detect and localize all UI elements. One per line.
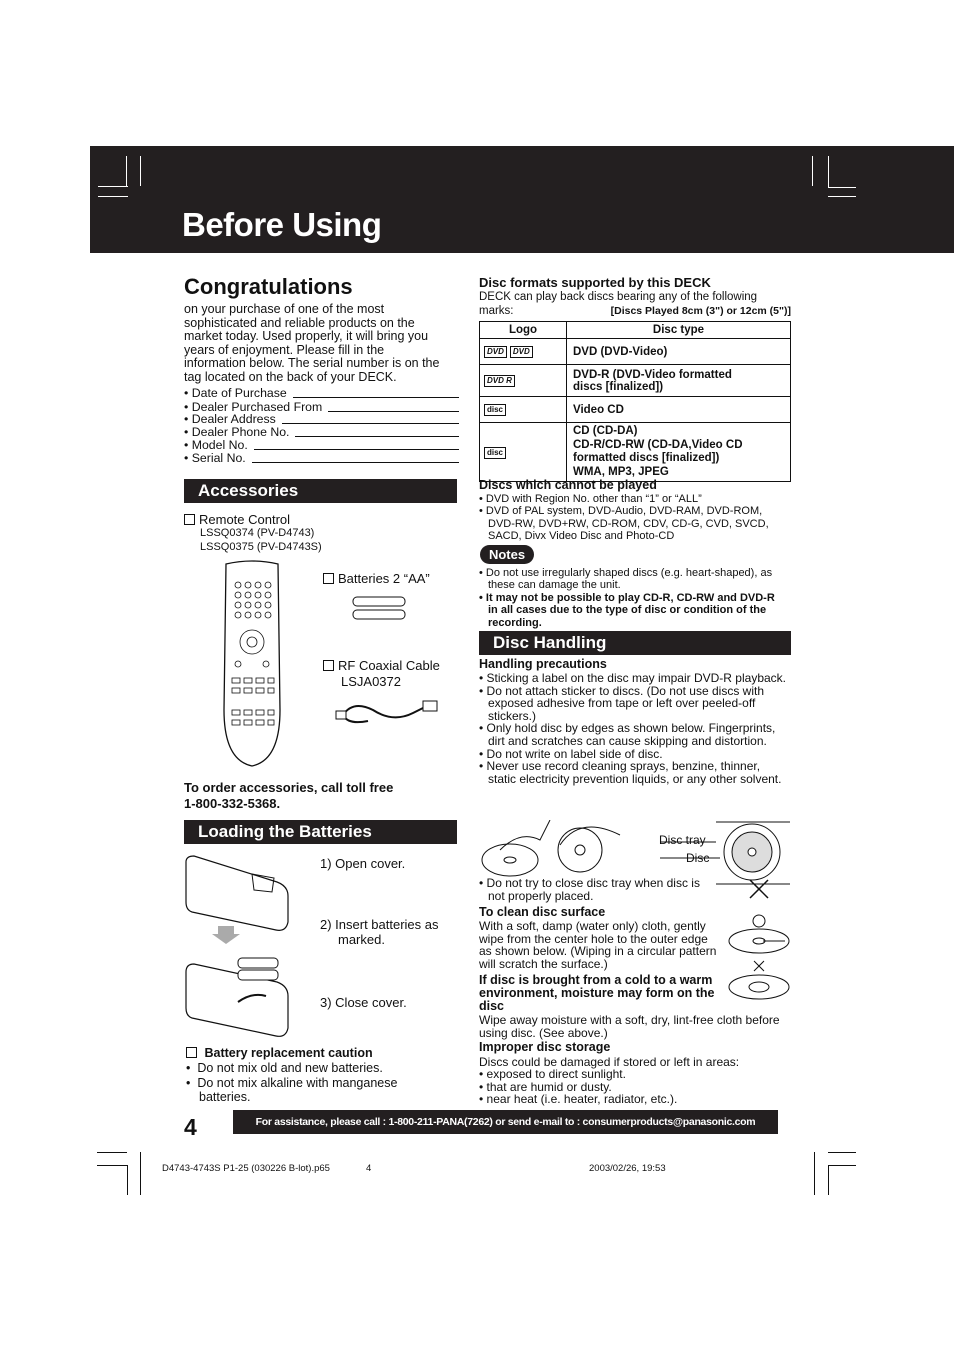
- step-insert: [320, 917, 439, 947]
- caution-list: • Do not mix old and new batteries. • Do not mix alkaline with manganese batteries.: [186, 1061, 398, 1104]
- remote-part: LSSQ0375 (PV-D4743S): [200, 540, 322, 553]
- page-number: 4: [184, 1114, 197, 1140]
- storage-title: Improper disc storage: [479, 1040, 611, 1054]
- step-line: marked.: [338, 932, 385, 947]
- field-label: • Dealer Address: [184, 412, 276, 426]
- disc-formats-table: [479, 321, 791, 482]
- field-line: [295, 425, 459, 437]
- cannot-list: [479, 493, 791, 543]
- field-line: [293, 386, 459, 398]
- list-item: • It may not be possible to play CD-R, CD-RW and DVD-R in all cases due to the type of disc or condition of the recording.: [479, 592, 779, 629]
- handling-header: Disc Handling: [479, 631, 791, 655]
- crop-mark: [97, 1165, 127, 1166]
- field-line: [254, 438, 459, 450]
- remote-control-illustration: [218, 560, 286, 770]
- list-item: • that are humid or dusty.: [479, 1081, 791, 1094]
- tray-warning-list: [479, 877, 719, 902]
- header-banner: [90, 146, 954, 253]
- crop-mark: [828, 1152, 856, 1153]
- list-item: • Sticking a label on the disc may impair DVD-R playback.: [479, 672, 791, 685]
- intro-line: years of enjoyment. Please fill in the: [184, 342, 385, 357]
- disc-type: [567, 365, 791, 397]
- disc-label: Disc: [686, 851, 710, 865]
- field-line: [282, 412, 459, 424]
- list-item: • Only hold disc by edges as shown below. Fingerprints, dirt and scratches can cause skipping and distortion.: [479, 722, 791, 747]
- storage-list: [479, 1068, 791, 1106]
- list-item: • DVD of PAL system, DVD-Audio, DVD-RAM, DVD-ROM, DVD-RW, DVD+RW, CD-ROM, CDV, CD-G, CVD, SVCD, SACD, Divx Video Disc and Photo-CD: [479, 505, 791, 542]
- disc-type-line: CD (CD-DA): [573, 425, 638, 437]
- order-line: To order accessories, call toll free: [184, 780, 394, 795]
- intro-line: tag located on the back of your DECK.: [184, 369, 397, 384]
- step-open: 1) Open cover.: [320, 856, 406, 871]
- crop-mark: [140, 156, 141, 186]
- table-row: [480, 365, 791, 397]
- congrats-intro: [184, 303, 462, 385]
- disc-type-line: CD-R/CD-RW (CD-DA,Video CD: [573, 438, 743, 451]
- crop-mark: [828, 156, 829, 188]
- field-label: • Dealer Phone No.: [184, 425, 290, 439]
- notes-list: [479, 567, 779, 629]
- disc-type-line: discs [finalized]): [573, 380, 664, 393]
- list-item: • Do not write on label side of disc.: [479, 748, 791, 761]
- remote-label: Remote Control: [199, 512, 291, 527]
- cable-label: RF Coaxial Cable: [338, 658, 440, 673]
- field-dealer-address[interactable]: [184, 412, 459, 426]
- crop-mark: [828, 187, 856, 188]
- congrats-title: Congratulations: [184, 274, 353, 299]
- remote-parts: [200, 527, 322, 554]
- order-phone: 1-800-332-5368.: [184, 796, 281, 811]
- step-line: 2) Insert batteries as: [320, 917, 439, 932]
- cable-part: LSJA0372: [341, 674, 401, 689]
- clean-text: With a soft, damp (water only) cloth, gently wipe from the center hole to the outer edge as shown below. (Wiping in a circular pattern will scratch the surface.): [479, 919, 717, 972]
- disc-type: Video CD: [567, 397, 791, 423]
- crop-mark: [127, 1165, 128, 1195]
- batteries-icon: [350, 594, 408, 622]
- batteries-header: Loading the Batteries: [184, 820, 457, 844]
- crop-mark: [126, 156, 127, 186]
- field-label: • Serial No.: [184, 451, 246, 465]
- size-note: [Discs Played 8cm (3") or 12cm (5")]: [610, 304, 791, 317]
- field-model[interactable]: [184, 438, 459, 452]
- checkbox-icon[interactable]: [323, 660, 334, 671]
- checkbox-icon[interactable]: [184, 514, 195, 525]
- intro-line: on your purchase of one of the most: [184, 302, 385, 316]
- table-row: [480, 423, 791, 482]
- crop-mark: [814, 1152, 815, 1195]
- dvd-r-logo: DVD R: [480, 365, 567, 397]
- precautions-list: [479, 672, 791, 785]
- accessories-header: Accessories: [184, 479, 457, 503]
- step-close: 3) Close cover.: [320, 995, 407, 1010]
- col-logo: Logo: [480, 322, 567, 339]
- moisture-title: If disc is brought from a cold to a warm environment, moisture may form on the disc: [479, 973, 715, 1013]
- list-item: • Do not use irregularly shaped discs (e.g. heart-shaped), as these can damage the unit.: [479, 567, 779, 592]
- slug-page: 4: [366, 1163, 372, 1174]
- formats-desc: [479, 291, 791, 318]
- list-item: • Do not try to close disc tray when disc is not properly placed.: [479, 877, 719, 902]
- battery-loading-illustration: [182, 852, 292, 1042]
- field-date[interactable]: [184, 386, 459, 400]
- field-label: • Dealer Purchased From: [184, 400, 323, 414]
- disc-type-line: formatted discs [finalized]): [573, 452, 720, 464]
- crop-mark: [828, 1165, 856, 1166]
- cannot-title: Discs which cannot be played: [479, 478, 657, 492]
- coaxial-cable-icon: [333, 695, 443, 735]
- crop-mark: [828, 196, 856, 197]
- assistance-bar: For assistance, please call : 1-800-211-PANA(7262) or send e-mail to : consumerproducts@panasonic.com: [233, 1110, 778, 1134]
- crop-mark: [98, 186, 128, 187]
- list-item: • near heat (i.e. heater, radiator, etc.).: [479, 1093, 791, 1106]
- field-label: • Model No.: [184, 438, 248, 452]
- disc-type: [567, 423, 791, 482]
- intro-line: information below. The serial number is on the: [184, 356, 440, 371]
- crop-mark: [98, 196, 128, 197]
- table-header-row: [480, 322, 791, 339]
- dvd-video-logo: DVD DVD: [480, 339, 567, 365]
- col-type: Disc type: [567, 322, 791, 339]
- checkbox-icon[interactable]: [186, 1047, 197, 1058]
- field-serial[interactable]: [184, 451, 459, 465]
- page-title: Before Using: [182, 206, 382, 243]
- moisture-text: Wipe away moisture with a soft, dry, lint-free cloth before using disc. (See above.): [479, 1013, 780, 1040]
- crop-mark: [828, 1165, 829, 1195]
- caution-item: Do not mix old and new batteries.: [197, 1061, 383, 1075]
- caution-title: [186, 1046, 373, 1060]
- notes-badge: Notes: [480, 545, 534, 564]
- list-item: • DVD with Region No. other than “1” or “ALL”: [479, 493, 791, 505]
- field-dealer-phone[interactable]: [184, 425, 459, 439]
- video-cd-logo: disc: [480, 397, 567, 423]
- caution-title-text: Battery replacement caution: [204, 1046, 373, 1060]
- crop-mark: [812, 156, 813, 186]
- caution-item: Do not mix alkaline with manganese: [197, 1075, 398, 1090]
- crop-mark: [97, 1152, 127, 1153]
- field-label: • Date of Purchase: [184, 386, 287, 400]
- precautions-title: Handling precautions: [479, 657, 607, 671]
- audio-cd-logo: disc: [480, 423, 567, 482]
- intro-line: sophisticated and reliable products on the: [184, 315, 415, 330]
- caution-item: batteries.: [199, 1090, 251, 1104]
- remote-item: [184, 512, 290, 527]
- field-line: [252, 451, 459, 463]
- disc-type: DVD (DVD-Video): [567, 339, 791, 365]
- table-row: [480, 339, 791, 365]
- table-row: [480, 397, 791, 423]
- batteries-item: [323, 571, 430, 586]
- crop-mark: [140, 1152, 141, 1195]
- storage-text: Discs could be damaged if stored or left in areas:: [479, 1055, 740, 1069]
- formats-desc-text: marks:: [479, 304, 514, 317]
- remote-part: LSSQ0374 (PV-D4743): [200, 527, 315, 539]
- clean-title: To clean disc surface: [479, 905, 606, 919]
- list-item: • Do not attach sticker to discs. (Do not use discs with exposed adhesive from tape or left over peeled-off stickers.): [479, 685, 791, 723]
- field-line: [328, 400, 459, 412]
- intro-line: market today. Used properly, it will bring you: [184, 329, 429, 344]
- cable-item: [323, 658, 440, 690]
- order-info: [184, 780, 393, 812]
- slug-file: D4743-4743S P1-25 (030226 B-lot).p65: [162, 1163, 330, 1174]
- disc-tray-label: Disc tray: [659, 833, 706, 847]
- batteries-label: Batteries 2 “AA”: [338, 571, 430, 586]
- slug-date: 2003/02/26, 19:53: [589, 1163, 666, 1174]
- disc-type-line: DVD-R (DVD-Video formatted: [573, 368, 732, 381]
- list-item: • exposed to direct sunlight.: [479, 1068, 791, 1081]
- list-item: • Never use record cleaning sprays, benzine, thinner, static electricity prevention liquids, or any other solvent.: [479, 760, 791, 785]
- formats-title: Disc formats supported by this DECK: [479, 275, 711, 290]
- formats-desc-text: DECK can play back discs bearing any of the following: [479, 291, 758, 303]
- checkbox-icon[interactable]: [323, 573, 334, 584]
- disc-type-line: WMA, MP3, JPEG: [573, 465, 669, 478]
